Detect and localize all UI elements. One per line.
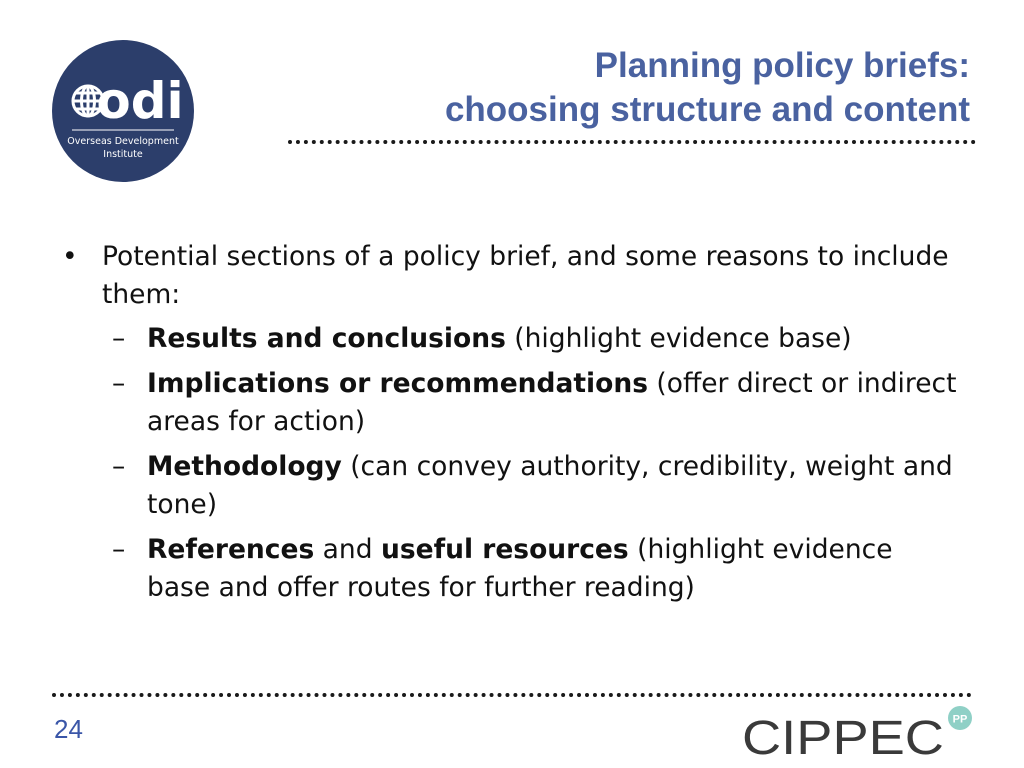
sub-item-references [60, 531, 960, 607]
logo-subtitle-line2: Institute [103, 149, 143, 160]
sub-item-detail: (highlight evidence base) [505, 323, 852, 354]
footer-divider [52, 693, 972, 697]
pp-badge-text: PP [952, 713, 968, 726]
pp-badge-icon [948, 706, 972, 730]
sub-item-heading: References [147, 534, 315, 565]
page-number: 24 [54, 714, 83, 744]
logo-wordmark: odi [96, 72, 184, 130]
dash-marker: – [112, 451, 126, 482]
sub-item-heading: Methodology [147, 451, 342, 482]
dash-marker: – [112, 368, 126, 399]
sub-list [60, 320, 960, 607]
dash-marker: – [112, 534, 126, 565]
dash-marker: – [112, 323, 126, 354]
title-line-2: choosing structure and content [444, 90, 970, 129]
sub-item-heading: Implications or recommendations [147, 368, 648, 399]
sub-item-methodology [60, 448, 960, 524]
bullet-marker: • [62, 241, 78, 272]
title-divider [288, 140, 976, 144]
cippec-logo [742, 704, 974, 760]
sub-item-implications [60, 365, 960, 441]
sub-item-heading: Results and conclusions [147, 323, 506, 354]
sub-item-heading-2: useful resources [380, 534, 629, 565]
slide-title [330, 44, 970, 132]
title-line-1: Planning policy briefs: [594, 46, 970, 85]
odi-logo [52, 40, 194, 182]
sub-item-detail: (can convey authority, credibility, weight and tone) [147, 451, 953, 520]
sub-item-connector: and [314, 534, 381, 565]
sub-item-results [60, 320, 960, 358]
slide-content [60, 238, 960, 614]
cippec-wordmark: CIPPEC [742, 712, 944, 760]
sub-item-detail: (offer direct or indirect areas for action) [147, 368, 957, 437]
bullet-item [60, 238, 960, 314]
logo-subtitle-line1: Overseas Development [67, 136, 179, 147]
sub-item-detail: (highlight evidence base and offer routes for further reading) [147, 534, 893, 603]
bullet-text: Potential sections of a policy brief, and some reasons to include them: [102, 241, 949, 310]
